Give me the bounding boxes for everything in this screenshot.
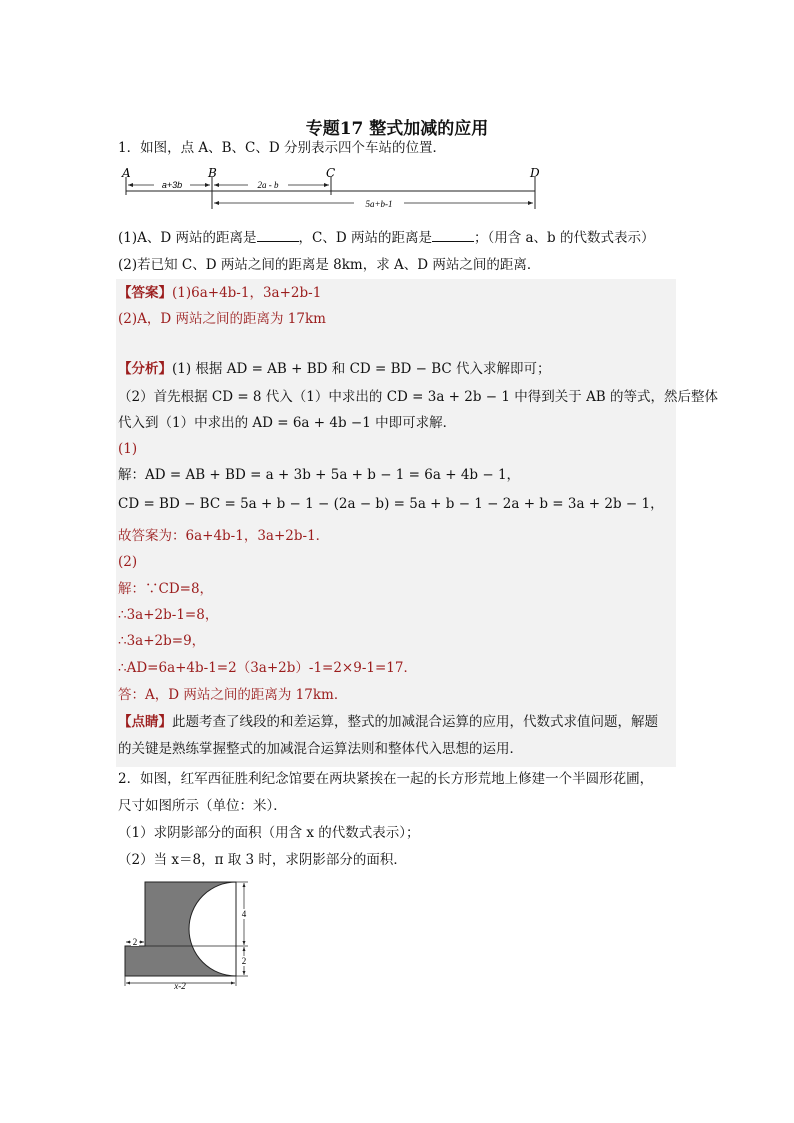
point-d-label: D <box>530 166 540 180</box>
answer-label: 【答案】 <box>118 285 172 301</box>
comment-1: 此题考查了线段的和差运算，整式的加减混合运算的应用，代数式求值问题，解题 <box>172 714 658 730</box>
answer-1: (1)6a+4b-1，3a+2b-1 <box>172 285 322 301</box>
analysis-label: 【分析】 <box>118 361 172 377</box>
answer-line-1 <box>118 284 321 302</box>
comment-line-1 <box>118 713 658 731</box>
answer-blank-1[interactable] <box>257 229 299 242</box>
solution-2-line-3: ∴3a+2b=9， <box>118 633 206 649</box>
dim-bottom-label: x-2 <box>174 981 186 991</box>
q1-stem: 1．如图，点 A、B、C、D 分别表示四个车站的位置． <box>118 140 446 156</box>
q1-part1-b: ，C、D 两站的距离是 <box>298 230 432 246</box>
part-1-marker: (1) <box>118 441 138 457</box>
comment-label: 【点睛】 <box>118 714 172 730</box>
answer-blank-2[interactable] <box>432 229 474 242</box>
q2-stem-1: 2．如图，红军西征胜利纪念馆要在两块紧挨在一起的长方形荒地上修建一个半圆形花圃， <box>118 771 654 787</box>
page-title: 专题17 整式加减的应用 <box>305 119 489 139</box>
solution-2-line-2: ∴3a+2b-1=8， <box>118 607 219 623</box>
q2-part2: （2）当 x＝8，π 取 3 时，求阴影部分的面积． <box>118 852 407 868</box>
solution-2-line-4: ∴AD=6a+4b-1=2（3a+2b）-1=2×9-1=17． <box>118 660 417 676</box>
final-value: 6a+4b-1，3a+2b-1． <box>185 528 330 544</box>
point-c-label: C <box>326 166 336 180</box>
analysis-line-1 <box>118 360 551 378</box>
point-b-label: B <box>208 166 217 180</box>
comment-2: 的关键是熟练掌握整式的加减混合运算法则和整体代入思想的运用． <box>118 741 523 757</box>
seg-bd-label: 5a+b-1 <box>365 199 393 209</box>
q1-segment-figure <box>118 163 548 215</box>
q2-stem-2: 尺寸如图所示（单位：米）． <box>118 798 287 814</box>
analysis-2: （2）首先根据 CD = 8 代入（1）中求出的 CD = 3a + 2b − 1 中得到关于 AB 的等式，然后整体 <box>118 389 719 405</box>
seg-bc-label: 2a - b <box>257 180 279 190</box>
seg-ab-label: a+3b <box>161 180 183 190</box>
part-2-marker: (2) <box>118 554 138 570</box>
dim-left-label: 2 <box>132 937 138 947</box>
analysis-3: 代入到（1）中求出的 AD = 6a + 4b −1 中即可求解． <box>118 415 457 431</box>
solution-1-final <box>118 527 329 545</box>
q1-part1 <box>118 229 654 247</box>
dim-top-right-label: 4 <box>241 909 247 919</box>
solution-1-line-1: 解：AD = AB + BD = a + 3b + 5a + b − 1 = 6a + 4b − 1， <box>118 467 521 483</box>
q1-part2: (2)若已知 C、D 两站之间的距离是 8km，求 A、D 两站之间的距离． <box>118 257 541 273</box>
point-a-label: A <box>122 166 131 180</box>
solution-1-line-2: CD = BD − BC = 5a + b − 1 − (2a − b) = 5a + b − 1 − 2a + b = 3a + 2b − 1， <box>118 496 664 512</box>
solution-2-line-1: 解：∵CD=8， <box>118 581 214 597</box>
solution-2-answer: 答：A，D 两站之间的距离为 17km． <box>118 687 348 703</box>
q2-part1: （1）求阴影部分的面积（用含 x 的代数式表示）； <box>118 825 420 841</box>
q2-shaded-figure <box>118 876 258 991</box>
analysis-1: (1) 根据 AD = AB + BD 和 CD = BD − BC 代入求解即可； <box>172 361 551 377</box>
dim-bottom-right-label: 2 <box>241 956 247 966</box>
final-label: 故答案为： <box>118 528 186 544</box>
answer-2: (2)A，D 两站之间的距离为 17km <box>118 311 326 327</box>
q1-part1-a: (1)A、D 两站的距离是 <box>118 230 257 246</box>
q1-part1-c: ；（用含 a、b 的代数式表示） <box>473 230 655 246</box>
